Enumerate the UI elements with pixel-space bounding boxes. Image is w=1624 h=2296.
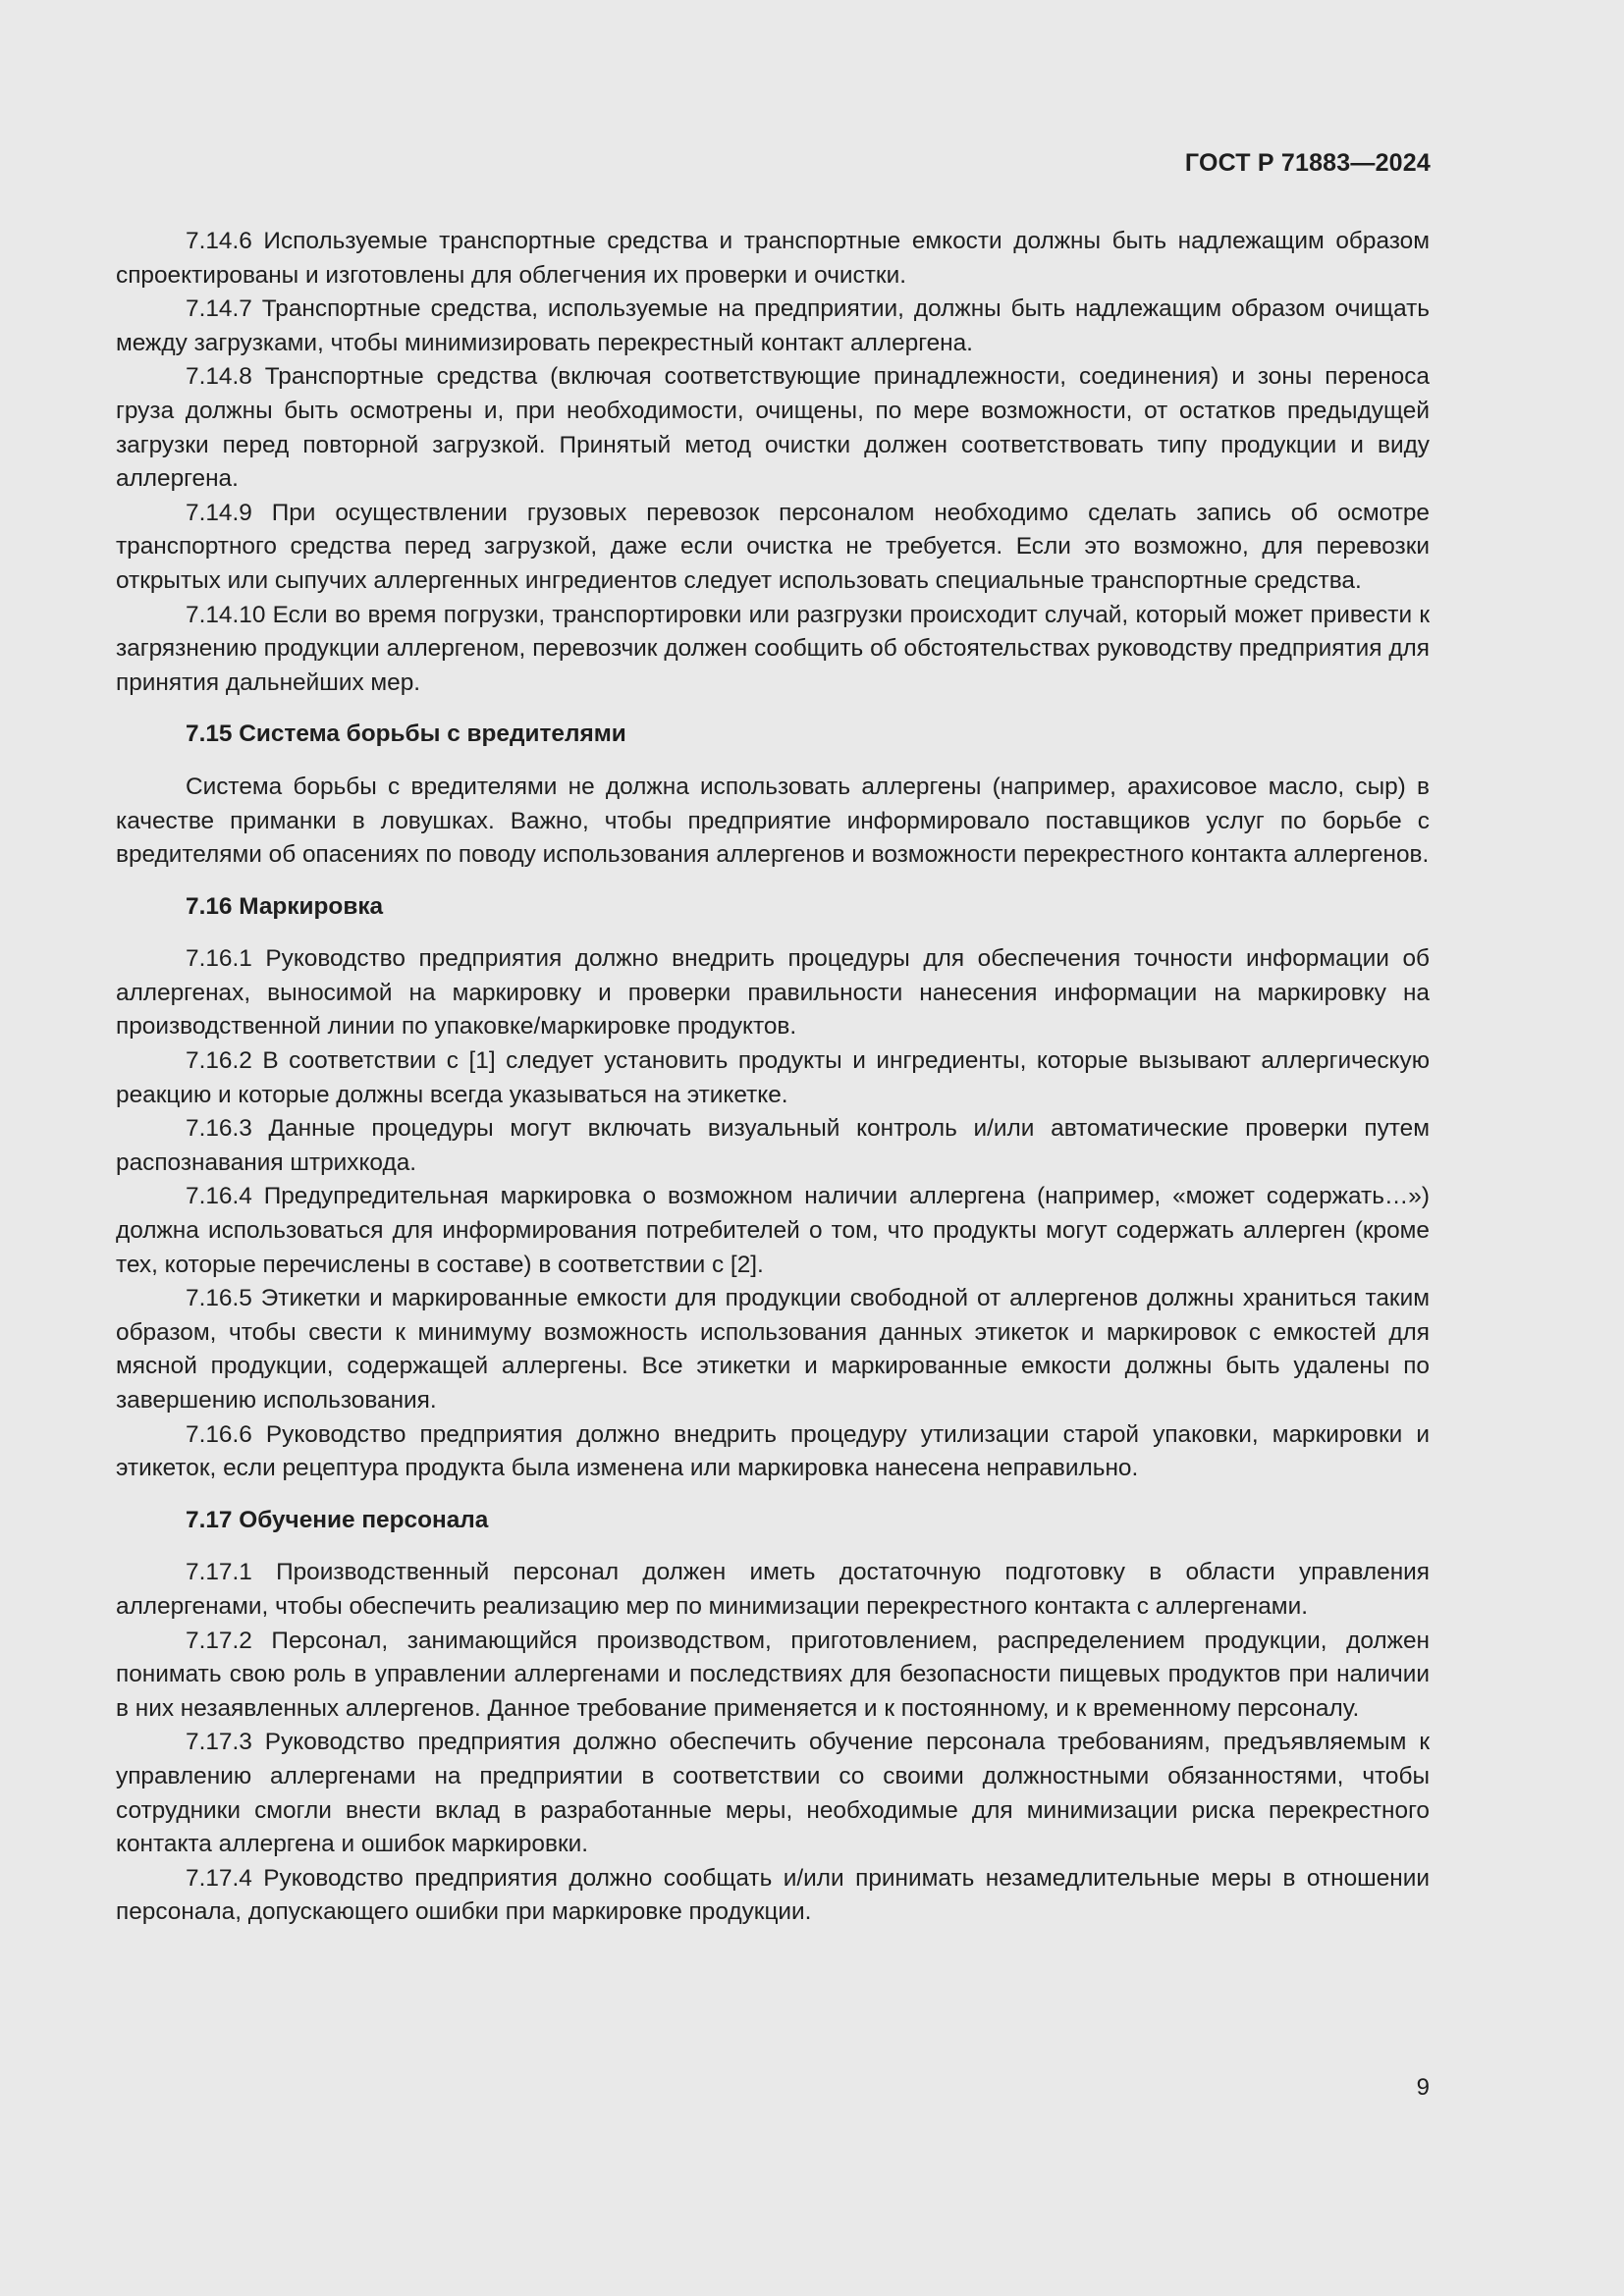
heading-7-15: 7.15 Система борьбы с вредителями (186, 721, 626, 748)
paragraph-7-17-4: 7.17.4 Руководство предприятия должно сообщать и/или принимать незамедлительные меры в отношении персонала, допускающего ошибки при маркировке продукции. (116, 1864, 1430, 1926)
paragraph-7-14-9: 7.14.9 При осуществлении грузовых перевозок персоналом необходимо сделать запись об осмотре транспортного средства перед загрузкой, даже если очистка не требуется. Если это возможно, для перевозки открытых или сыпучих аллергенных ингредиентов следует использовать специальные транспортные средства. (116, 499, 1430, 594)
paragraph-7-16-2: 7.16.2 В соответствии с [1] следует установить продукты и ингредиенты, которые вызывают аллергическую реакцию и которые должны всегда указываться на этикетке. (116, 1047, 1430, 1108)
page-body (116, 225, 1430, 1930)
paragraph-7-17-3: 7.17.3 Руководство предприятия должно обеспечить обучение персонала требованиям, предъявляемым к управлению аллергенами на предприятии в соответствии со своими должностными обязанностями, чтобы сотрудники смогли внести вклад в разработанные меры, необходимые для минимизации риска перекрестного контакта аллергена и ошибок маркировки. (116, 1729, 1430, 1858)
page-number: 9 (1416, 2074, 1430, 2101)
heading-7-16: 7.16 Маркировка (186, 892, 384, 920)
paragraph-7-14-7: 7.14.7 Транспортные средства, используемые на предприятии, должны быть надлежащим образом очищать между загрузками, чтобы минимизировать перекрестный контакт аллергена. (116, 295, 1430, 356)
paragraph-7-16-6: 7.16.6 Руководство предприятия должно внедрить процедуру утилизации старой упаковки, маркировки и этикеток, если рецептура продукта была изменена или маркировка нанесена неправильно. (116, 1420, 1430, 1482)
paragraph-7-14-6: 7.14.6 Используемые транспортные средства и транспортные емкости должны быть надлежащим образом спроектированы и изготовлены для облегчения их проверки и очистки. (116, 228, 1430, 289)
paragraph-7-15: Система борьбы с вредителями не должна использовать аллергены (например, арахисовое масло, сыр) в качестве приманки в ловушках. Важно, чтобы предприятие информировало поставщиков услуг по борьбе с вредителями об опасениях по поводу использования аллергенов и возможности перекрестного контакта аллергенов. (116, 773, 1430, 869)
paragraph-7-16-5: 7.16.5 Этикетки и маркированные емкости для продукции свободной от аллергенов должны храниться таким образом, чтобы свести к минимуму возможность использования данных этикеток и маркировок с емкостей для мясной продукции, содержащей аллергены. Все этикетки и маркированные емкости должны быть удалены по завершению использования. (116, 1285, 1430, 1414)
paragraph-7-17-2: 7.17.2 Персонал, занимающийся производством, приготовлением, распределением продукции, должен понимать свою роль в управлении аллергенами и последствиях для безопасности пищевых продуктов при наличии в них незаявленных аллергенов. Данное требование применяется и к постоянному, и к временному персоналу. (116, 1627, 1430, 1722)
paragraph-7-14-8: 7.14.8 Транспортные средства (включая соответствующие принадлежности, соединения) и зоны переноса груза должны быть осмотрены и, при необходимости, очищены, по мере возможности, от остатков предыдущей загрузки перед повторной загрузкой. Принятый метод очистки должен соответствовать типу продукции и виду аллергена. (116, 363, 1430, 493)
heading-7-17: 7.17 Обучение персонала (186, 1506, 489, 1533)
paragraph-7-17-1: 7.17.1 Производственный персонал должен иметь достаточную подготовку в области управления аллергенами, чтобы обеспечить реализацию мер по минимизации перекрестного контакта с аллергенами. (116, 1559, 1430, 1620)
paragraph-7-16-4: 7.16.4 Предупредительная маркировка о возможном наличии аллергена (например, «может содержать…») должна использоваться для информирования потребителей о том, что продукты могут содержать аллерген (кроме тех, которые перечислены в составе) в соответствии с [2]. (116, 1183, 1430, 1278)
standard-designation: ГОСТ Р 71883—2024 (1184, 149, 1431, 177)
paragraph-7-14-10: 7.14.10 Если во время погрузки, транспортировки или разгрузки происходит случай, который может привести к загрязнению продукции аллергеном, перевозчик должен сообщить об обстоятельствах руководству предприятия для принятия дальнейших мер. (116, 601, 1430, 696)
paragraph-7-16-3: 7.16.3 Данные процедуры могут включать визуальный контроль и/или автоматические проверки путем распознавания штрихкода. (116, 1115, 1430, 1176)
paragraph-7-16-1: 7.16.1 Руководство предприятия должно внедрить процедуры для обеспечения точности информации об аллергенах, выносимой на маркировку и проверки правильности нанесения информации на маркировку на производственной линии по упаковке/маркировке продуктов. (116, 945, 1430, 1041)
